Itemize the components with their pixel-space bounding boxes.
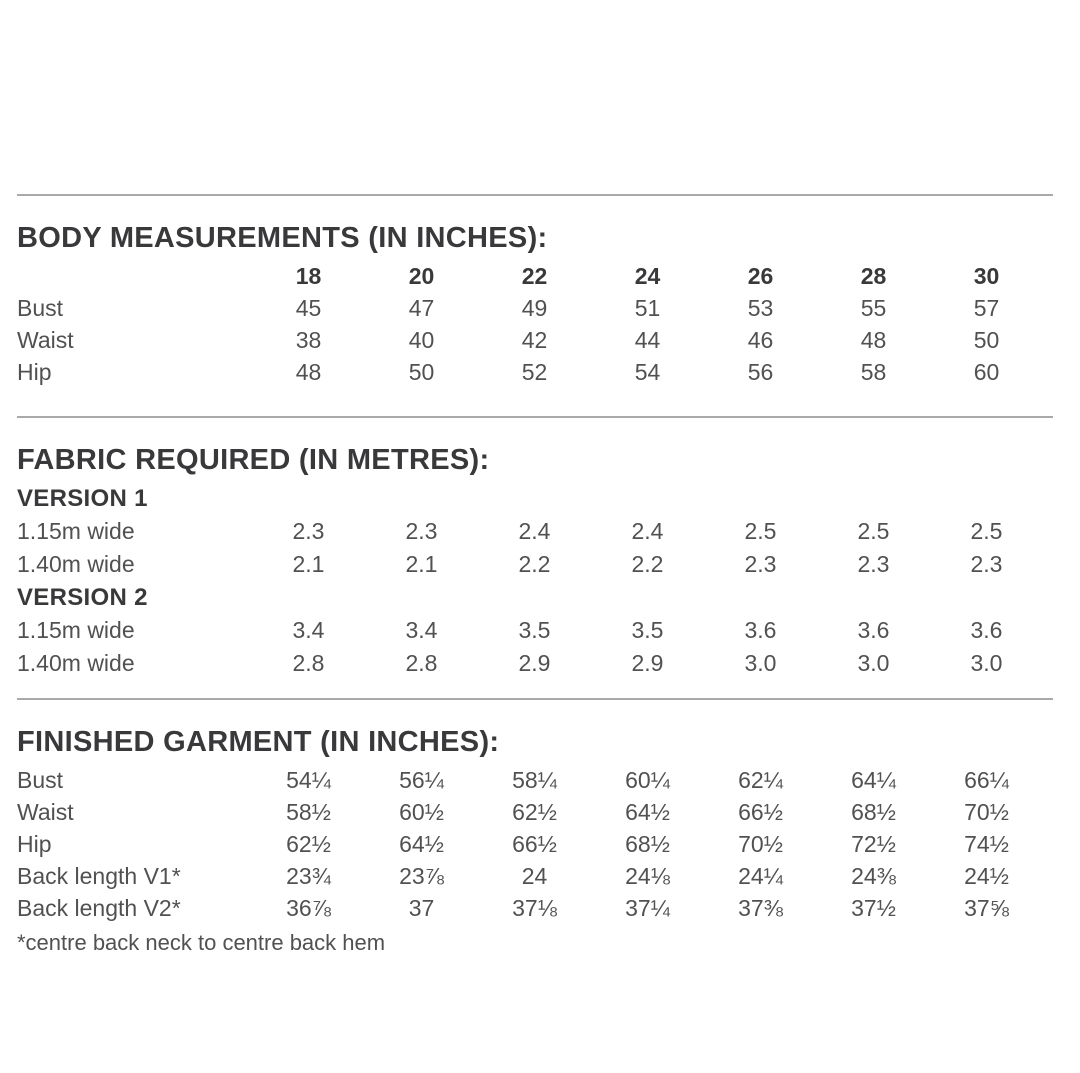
value-cell: 54¼ [286, 766, 331, 793]
value-cell: 38 [295, 326, 322, 353]
value-cell: 66½ [512, 830, 557, 857]
value-cell: 2.9 [631, 650, 664, 676]
size-column-header: 28 [860, 262, 887, 289]
value-cell: 2.8 [405, 650, 438, 676]
size-column-header: 24 [634, 262, 661, 289]
size-column-header: 20 [408, 262, 435, 289]
value-cell: 62¼ [738, 766, 783, 793]
body-measurements-table [17, 260, 1043, 388]
measurement-row [17, 292, 1043, 324]
value-cell: 2.3 [857, 551, 890, 577]
row-label: Hip [17, 358, 52, 385]
value-cell: 51 [634, 294, 661, 321]
version-subheader-row [17, 581, 1043, 614]
divider-middle [17, 416, 1053, 418]
size-column-header: 30 [973, 262, 1000, 289]
value-cell: 54 [634, 358, 661, 385]
value-cell: 2.3 [970, 551, 1003, 577]
measurement-row [17, 324, 1043, 356]
value-cell: 45 [295, 294, 322, 321]
value-cell: 3.6 [857, 617, 890, 643]
version-subheader-row [17, 482, 1043, 515]
row-label: 1.15m wide [17, 518, 135, 544]
value-cell: 2.4 [518, 518, 551, 544]
value-cell: 24⅜ [851, 862, 896, 889]
divider-top [17, 194, 1053, 196]
measurement-row [17, 548, 1043, 581]
section-body-measurements [17, 222, 1053, 388]
value-cell: 37 [408, 894, 435, 921]
measurement-row [17, 828, 1043, 860]
value-cell: 2.2 [518, 551, 551, 577]
size-column-header: 22 [521, 262, 548, 289]
value-cell: 24 [521, 862, 548, 889]
divider-bottom [17, 698, 1053, 700]
value-cell: 68½ [625, 830, 670, 857]
value-cell: 70½ [738, 830, 783, 857]
value-cell: 64½ [399, 830, 444, 857]
value-cell: 23¾ [286, 862, 331, 889]
value-cell: 74½ [964, 830, 1009, 857]
value-cell: 2.8 [292, 650, 325, 676]
value-cell: 3.0 [970, 650, 1003, 676]
value-cell: 3.5 [631, 617, 664, 643]
value-cell: 52 [521, 358, 548, 385]
size-column-header: 26 [747, 262, 774, 289]
measurement-row [17, 860, 1043, 892]
value-cell: 3.4 [292, 617, 325, 643]
value-cell: 24¼ [738, 862, 783, 889]
value-cell: 62½ [286, 830, 331, 857]
value-cell: 47 [408, 294, 435, 321]
measurement-row [17, 796, 1043, 828]
version-subheader: VERSION 1 [17, 484, 148, 512]
value-cell: 56¼ [399, 766, 444, 793]
value-cell: 36⅞ [286, 894, 331, 921]
value-cell: 2.5 [744, 518, 777, 544]
value-cell: 56 [747, 358, 774, 385]
measurement-row [17, 647, 1043, 680]
value-cell: 2.5 [970, 518, 1003, 544]
value-cell: 42 [521, 326, 548, 353]
value-cell: 64¼ [851, 766, 896, 793]
value-cell: 55 [860, 294, 887, 321]
finished-garment-title: FINISHED GARMENT (IN INCHES): [17, 726, 500, 758]
value-cell: 2.3 [292, 518, 325, 544]
value-cell: 2.1 [405, 551, 438, 577]
row-label: 1.40m wide [17, 650, 135, 676]
value-cell: 2.2 [631, 551, 664, 577]
measurement-row [17, 515, 1043, 548]
value-cell: 37⅛ [512, 894, 557, 921]
row-label: 1.15m wide [17, 617, 135, 643]
value-cell: 62½ [512, 798, 557, 825]
value-cell: 58½ [286, 798, 331, 825]
measurement-row [17, 614, 1043, 647]
value-cell: 2.1 [292, 551, 325, 577]
footnote: *centre back neck to centre back hem [17, 930, 386, 955]
size-column-header: 18 [295, 262, 322, 289]
value-cell: 37½ [851, 894, 896, 921]
value-cell: 50 [408, 358, 435, 385]
row-label: Hip [17, 830, 52, 857]
value-cell: 3.5 [518, 617, 551, 643]
value-cell: 3.4 [405, 617, 438, 643]
measurement-row [17, 764, 1043, 796]
value-cell: 3.0 [744, 650, 777, 676]
value-cell: 23⅞ [399, 862, 444, 889]
value-cell: 37¼ [625, 894, 670, 921]
value-cell: 48 [295, 358, 322, 385]
version-subheader: VERSION 2 [17, 583, 148, 611]
row-label: Waist [17, 798, 74, 825]
measurement-row [17, 356, 1043, 388]
value-cell: 50 [973, 326, 1000, 353]
value-cell: 58¼ [512, 766, 557, 793]
value-cell: 24⅛ [625, 862, 670, 889]
value-cell: 37⅝ [964, 894, 1009, 921]
value-cell: 3.6 [970, 617, 1003, 643]
row-label: Bust [17, 766, 64, 793]
value-cell: 60¼ [625, 766, 670, 793]
value-cell: 46 [747, 326, 774, 353]
empty-corner-cell [17, 260, 252, 292]
value-cell: 49 [521, 294, 548, 321]
body-measurements-title: BODY MEASUREMENTS (IN INCHES): [17, 222, 548, 254]
value-cell: 2.5 [857, 518, 890, 544]
measurement-row [17, 892, 1043, 924]
value-cell: 60½ [399, 798, 444, 825]
value-cell: 2.4 [631, 518, 664, 544]
value-cell: 58 [860, 358, 887, 385]
fabric-required-table [17, 482, 1043, 680]
section-fabric-required [17, 444, 1053, 680]
value-cell: 68½ [851, 798, 896, 825]
value-cell: 48 [860, 326, 887, 353]
row-label: Waist [17, 326, 74, 353]
value-cell: 44 [634, 326, 661, 353]
value-cell: 57 [973, 294, 1000, 321]
row-label: Back length V2* [17, 894, 181, 921]
value-cell: 3.0 [857, 650, 890, 676]
row-label: Back length V1* [17, 862, 181, 889]
finished-garment-table [17, 764, 1043, 924]
value-cell: 66½ [738, 798, 783, 825]
size-header-row [17, 260, 1043, 292]
value-cell: 2.3 [405, 518, 438, 544]
value-cell: 70½ [964, 798, 1009, 825]
value-cell: 60 [973, 358, 1000, 385]
value-cell: 3.6 [744, 617, 777, 643]
value-cell: 66¼ [964, 766, 1009, 793]
value-cell: 24½ [964, 862, 1009, 889]
value-cell: 37⅜ [738, 894, 783, 921]
value-cell: 40 [408, 326, 435, 353]
value-cell: 64½ [625, 798, 670, 825]
value-cell: 72½ [851, 830, 896, 857]
row-label: Bust [17, 294, 64, 321]
value-cell: 53 [747, 294, 774, 321]
row-label: 1.40m wide [17, 551, 135, 577]
section-finished-garment [17, 726, 1053, 958]
value-cell: 2.3 [744, 551, 777, 577]
fabric-required-title: FABRIC REQUIRED (IN METRES): [17, 444, 490, 476]
value-cell: 2.9 [518, 650, 551, 676]
